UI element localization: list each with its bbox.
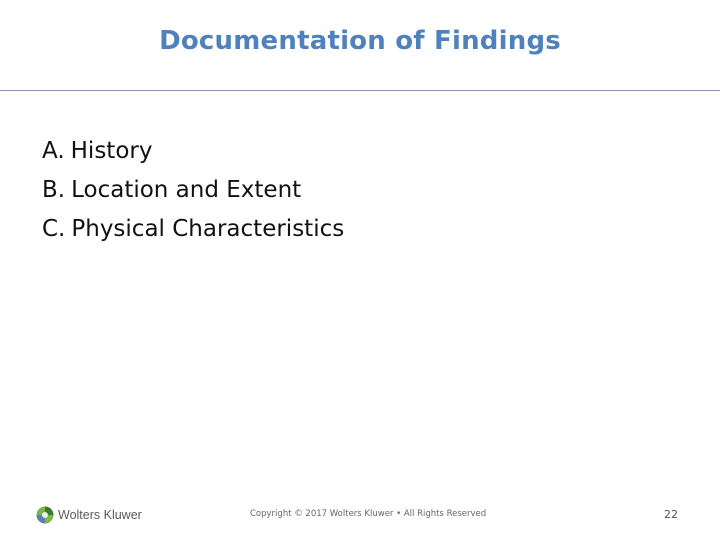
outline-item-marker: C. xyxy=(42,216,66,242)
outline-item xyxy=(42,210,344,249)
outline-item-marker: B. xyxy=(42,177,66,203)
logo-text: Wolters Kluwer xyxy=(58,508,142,522)
wolters-kluwer-logo-icon xyxy=(36,506,54,524)
outline-item-marker: A. xyxy=(42,138,65,164)
outline-item-text: History xyxy=(70,138,153,164)
outline-item xyxy=(42,132,344,171)
outline-item xyxy=(42,171,344,210)
slide-title: Documentation of Findings xyxy=(159,26,561,56)
outline-item-text: Location and Extent xyxy=(71,177,302,203)
outline-list xyxy=(42,132,344,249)
copyright-notice: Copyright © 2017 Wolters Kluwer • All Rights Reserved xyxy=(250,509,487,519)
publisher-logo xyxy=(36,506,142,524)
outline-item-text: Physical Characteristics xyxy=(71,216,345,242)
page-number: 22 xyxy=(664,508,678,521)
title-divider xyxy=(0,90,720,91)
